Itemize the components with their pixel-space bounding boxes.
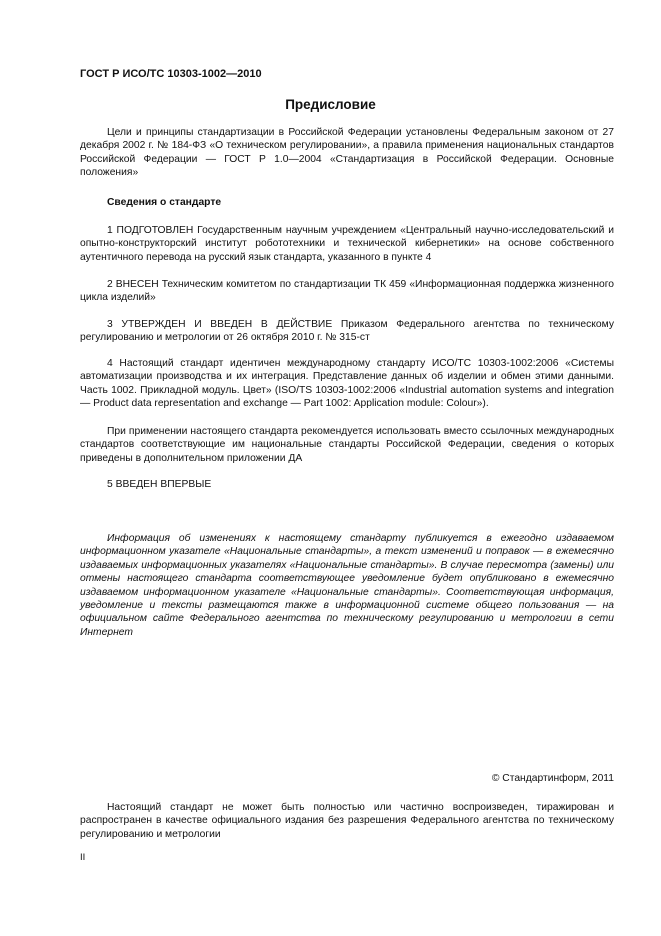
section-heading: Сведения о стандарте [107,197,222,208]
item-1-paragraph: 1 ПОДГОТОВЛЕН Государственным научным учреждением «Центральный научно-исследовательский и опытно-конструкторский институт робототехники и технической кибернетики» на основе собственного аутентичного перевода на русский язык стандарта, указанного в пункте 4 [80,225,614,263]
item-5-paragraph: 5 ВВЕДЕН ВПЕРВЫЕ [107,479,212,490]
intro-paragraph: Цели и принципы стандартизации в Российской Федерации установлены Федеральным законом от 27 декабря 2002 г. № 184-ФЗ «О техническом регулировании», а правила применения национальных стандартов Российской Федерации — ГОСТ Р 1.0—2004 «Стандартизация в Российской Федерации. Основные положения» [80,127,614,179]
item-4-note-paragraph: При применении настоящего стандарта рекомендуется использовать вместо ссылочных международных стандартов соответствующие им национальные стандарты Российской Федерации, сведения о которых приведены в дополнительном приложении ДА [80,426,614,464]
item-4-paragraph: 4 Настоящий стандарт идентичен международному стандарту ИСО/ТС 10303-1002:2006 «Системы автоматизации производства и их интеграция. Представление данных об изделии и обмен этими данными. Часть 1002. Прикладной модуль. Цвет» (ISO/TS 10303-1002:2006 «Industrial automation systems and integration — Product data representation and exchange — Part 1002: Application module: Colour»). [80,358,614,410]
copyright-line: © Стандартинформ, 2011 [491,773,614,784]
item-3-paragraph: 3 УТВЕРЖДЕН И ВВЕДЕН В ДЕЙСТВИЕ Приказом Федерального агентства по техническому регулированию и метрологии от 26 октября 2010 г. № 315-ст [80,319,614,344]
notice-paragraph: Информация об изменениях к настоящему стандарту публикуется в ежегодно издаваемом информационном указателе «Национальные стандарты», а текст изменений и поправок — в ежемесячно издаваемых информационных указателях «Национальные стандарты». В случае пересмотра (замены) или отмены настоящего стандарта соответствующее уведомление будет опубликовано в ежемесячно издаваемом информационном указателе «Национальные стандарты». Соответствующая информация, уведомление и тексты размещаются также в информационной системе общего пользования — на официальном сайте Федерального агентства по техническому регулированию и метрологии в сети Интернет [80,533,614,638]
item-2-paragraph: 2 ВНЕСЕН Техническим комитетом по стандартизации ТК 459 «Информационная поддержка жизненного цикла изделий» [80,279,614,304]
reproduction-notice: Настоящий стандарт не может быть полностью или частично воспроизведен, тиражирован и распространен в качестве официального издания без разрешения Федерального агентства по техническому регулированию и метрологии [80,802,614,840]
document-header: ГОСТ Р ИСО/ТС 10303-1002—2010 [80,68,262,80]
page-number: II [80,852,86,863]
page-title: Предисловие [285,97,376,112]
